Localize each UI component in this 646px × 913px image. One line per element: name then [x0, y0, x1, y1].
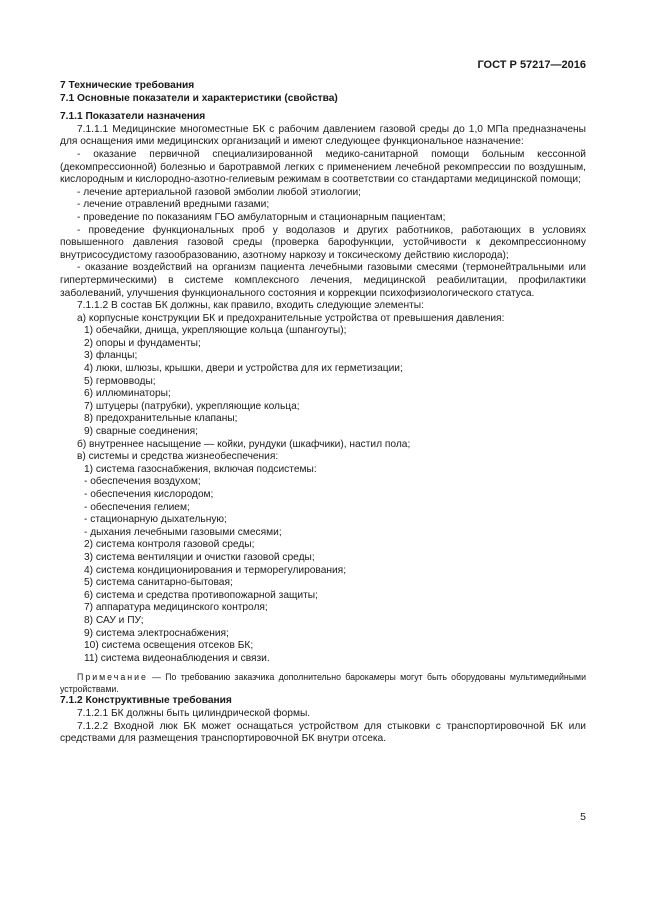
note-label: Примечание	[77, 672, 148, 683]
page-number: 5	[580, 811, 586, 823]
list-item: 4) люки, шлюзы, крышки, двери и устройства для их герметизации;	[84, 363, 403, 375]
list-item: 2) система контроля газовой среды;	[84, 539, 255, 551]
list-item: 10) система освещения отсеков БК;	[84, 640, 254, 652]
subsection-title: 7.1 Основные показатели и характеристики (свойства)	[60, 92, 338, 104]
list-item: - лечение артериальной газовой эмболии любой этиологии;	[77, 186, 361, 198]
list-item-c: в) системы и средства жизнеобеспечения:	[77, 451, 279, 463]
list-item-b: б) внутреннее насыщение — койки, рундуки (шкафчики), настил пола;	[77, 438, 411, 450]
list-item: - обеспечения воздухом;	[84, 476, 201, 488]
list-item: - проведение по показаниям ГБО амбулаторным и стационарным пациентам;	[77, 211, 446, 223]
section-title: 7 Технические требования	[60, 80, 195, 91]
list-item: 8) предохранительные клапаны;	[84, 413, 238, 425]
hull-elements-list	[60, 325, 586, 438]
subsubsection-title: 7.1.1 Показатели назначения	[60, 111, 206, 123]
subsubsection-title-7-1-2: 7.1.2 Конструктивные требования	[60, 695, 232, 707]
list-item: 3) фланцы;	[84, 350, 138, 362]
list-item: - проведение функциональных проб у водолазов и других работников, работающих в условиях повышенного давления газовой среды (проверка барофункции, устойчивости к декомпрессионному внутрисосудистому газообразованию, азотному наркозу и токсическому действию кислорода);	[60, 224, 586, 261]
note-text: — По требованию заказчика дополнительно барокамеры могут быть оборудованы мультимедийными устройствами.	[60, 672, 586, 695]
paragraph-7-1-1-2: 7.1.1.2 В состав БК должны, как правило, входить следующие элементы:	[77, 300, 424, 312]
list-item: 6) иллюминаторы;	[84, 388, 171, 400]
paragraph-7-1-2-2: 7.1.2.2 Входной люк БК может оснащаться устройством для стыковки с транспортировочной БК или средствами для размещения транспортировочной БК внутри отсека.	[60, 720, 586, 745]
list-item: - стационарную дыхательную;	[84, 514, 227, 526]
list-item: - оказание первичной специализированной медико-санитарной помощи больным кессонной (декомпрессионной) болезнью и баротравмой легких с применением лечебной рекомпрессии по воздушным, кислородным и кислородно-азотно-гелиевым режимам в соответствии со стандартами медицинской помощи;	[60, 148, 586, 186]
note	[60, 671, 586, 695]
purpose-list	[60, 149, 586, 300]
list-item: 7) штуцеры (патрубки), укрепляющие кольца;	[84, 400, 300, 412]
document-body	[60, 80, 586, 746]
list-item: - обеспечения кислородом;	[84, 489, 214, 500]
life-support-list	[60, 464, 586, 666]
list-item: 1) обечайки, днища, укрепляющие кольца (шпангоуты);	[84, 325, 347, 337]
paragraph-7-1-2-1: 7.1.2.1 БК должны быть цилиндрической формы.	[77, 707, 311, 719]
list-item: 3) система вентиляции и очистки газовой среды;	[84, 551, 315, 563]
list-item: 2) опоры и фундаменты;	[84, 337, 201, 349]
list-item: 9) сварные соединения;	[84, 426, 198, 438]
list-item: 8) САУ и ПУ;	[84, 614, 144, 626]
list-item: 5) гермовводы;	[84, 375, 156, 387]
list-item: - лечение отравлений вредными газами;	[77, 199, 270, 211]
list-item: - обеспечения гелием;	[84, 501, 190, 513]
list-item: 5) система санитарно-бытовая;	[84, 577, 233, 589]
list-item: 7) аппаратура медицинского контроля;	[84, 602, 268, 614]
list-item: 9) система электроснабжения;	[84, 627, 229, 639]
list-item-a: а) корпусные конструкции БК и предохранительные устройства от превышения давления:	[77, 312, 505, 324]
list-item: - оказание воздействий на организм пациента лечебными газовыми смесями (термонейтральными или гипертермическими) в системе комплексного лечения, медицинской реабилитации, профилактики заболеваний, улучшения функционального состояния и коррекции психофизиологического статуса.	[60, 262, 586, 299]
standard-designation: ГОСТ Р 57217—2016	[477, 59, 586, 71]
list-item: 11) система видеонаблюдения и связи.	[84, 652, 270, 664]
list-item: 1) система газоснабжения, включая подсистемы:	[84, 463, 317, 475]
list-item: 6) система и средства противопожарной защиты;	[84, 589, 318, 601]
list-item: 4) система кондиционирования и терморегулирования;	[84, 564, 347, 576]
paragraph-7-1-1-1: 7.1.1.1 Медицинские многоместные БК с рабочим давлением газовой среды до 1,0 МПа предназначены для оснащения ими медицинских организаций и имеют следующее функциональное назначение:	[60, 123, 586, 148]
list-item: - дыхания лечебными газовыми смесями;	[84, 526, 282, 538]
